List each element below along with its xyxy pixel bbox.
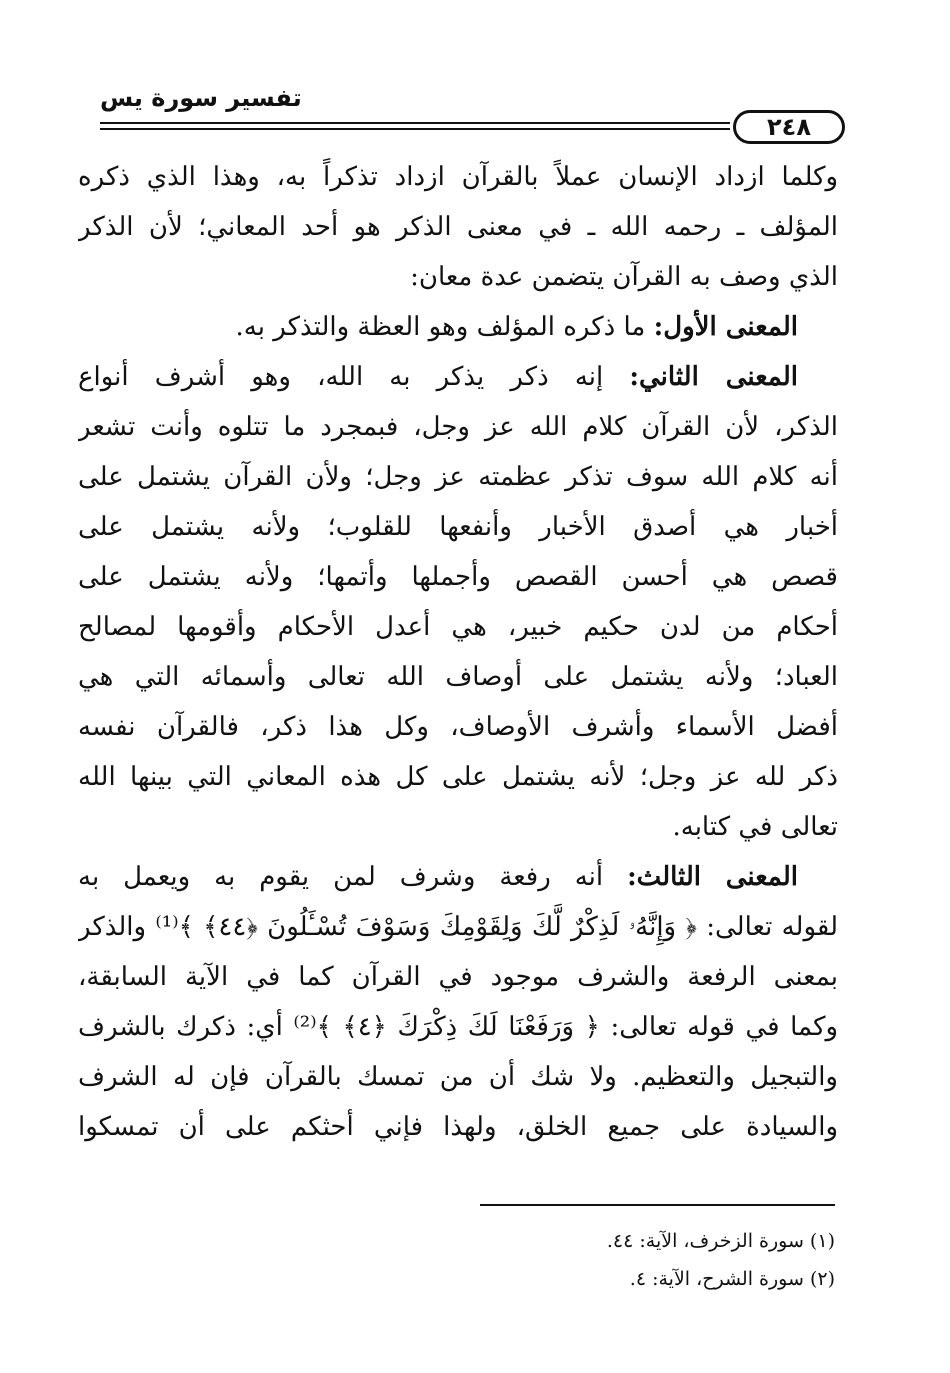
header-rule bbox=[100, 113, 845, 141]
meaning-heading: المعنى الأول: bbox=[653, 312, 798, 342]
meaning-heading: المعنى الثاني: bbox=[629, 362, 798, 392]
meaning-heading: المعنى الثالث: bbox=[627, 862, 798, 892]
text-line: العباد؛ ولأنه يشتمل على أوصاف الله تعالى وأسمائه التي هي bbox=[78, 662, 838, 692]
text-line: المعنى الأول: ما ذكره المؤلف وهو العظة والتذكر به. bbox=[235, 312, 798, 342]
header-rule-bottom bbox=[100, 128, 730, 130]
text-line: الذكر، لأن القرآن كلام الله عز وجل، فبمجرد ما تتلوه وأنت تشعر bbox=[78, 412, 838, 442]
footnote-separator bbox=[480, 1204, 835, 1206]
text-line: المعنى الثاني: إنه ذكر يذكر به الله، وهو أشرف أنواع bbox=[78, 362, 798, 392]
book-title: تفسير سورة يس bbox=[100, 84, 302, 112]
text-line: بمعنى الرفعة والشرف موجود في القرآن كما في الآية السابقة، bbox=[78, 962, 838, 992]
body-text bbox=[78, 152, 838, 1152]
text-line: وكلما ازداد الإنسان عملاً بالقرآن ازداد تذكراً به، وهذا الذي ذكره bbox=[78, 162, 838, 192]
text-line: أفضل الأسماء وأشرف الأوصاف، وكل هذا ذكر، فالقرآن نفسه bbox=[78, 712, 838, 742]
footnotes bbox=[480, 1222, 835, 1298]
text-line: تعالى في كتابه. bbox=[672, 812, 838, 842]
footnote-2: (٢) سورة الشرح، الآية: ٤. bbox=[629, 1268, 835, 1290]
text-line: أحكام من لدن حكيم خبير، هي أعدل الأحكام وأقومها لمصالح bbox=[78, 612, 838, 642]
text-line: أنه كلام الله سوف تذكر عظمته عز وجل؛ ولأن القرآن يشتمل على bbox=[78, 462, 838, 492]
text-line: قصص هي أحسن القصص وأجملها وأتمها؛ ولأنه يشتمل على bbox=[78, 562, 838, 592]
text-line: أخبار هي أصدق الأخبار وأنفعها للقلوب؛ ولأنه يشتمل على bbox=[78, 512, 838, 542]
quran-verse-line: لقوله تعالى: ﴿ وَإِنَّهُۥ لَذِكْرٌ لَّكَ وَلِقَوْمِكَ وَسَوْفَ تُسْـَٔلُونَ ﴿٤٤﴾ ﴾⁽¹⁾ والذكر bbox=[78, 912, 838, 942]
text-line: المؤلف ـ رحمه الله ـ في معنى الذكر هو أحد المعاني؛ لأن الذكر bbox=[78, 212, 838, 242]
text-line: المعنى الثالث: أنه رفعة وشرف لمن يقوم به ويعمل به bbox=[78, 862, 798, 892]
text-line: والسيادة على جميع الخلق، ولهذا فإني أحثكم على أن تمسكوا bbox=[78, 1112, 838, 1142]
text-line: ذكر لله عز وجل؛ لأنه يشتمل على كل هذه المعاني التي بينها الله bbox=[78, 762, 838, 792]
footnote-1: (١) سورة الزخرف، الآية: ٤٤. bbox=[606, 1230, 835, 1252]
header-rule-top bbox=[100, 122, 730, 124]
text-line: الذي وصف به القرآن يتضمن عدة معان: bbox=[410, 262, 838, 292]
text-line: والتبجيل والتعظيم. ولا شك أن من تمسك بالقرآن فإن له الشرف bbox=[78, 1062, 838, 1092]
page-number: ٢٤٨ bbox=[767, 113, 811, 141]
quran-verse-line: وكما في قوله تعالى: ﴿ وَرَفَعْنَا لَكَ ذِكْرَكَ ﴿٤﴾ ﴾⁽²⁾ أي: ذكرك بالشرف bbox=[78, 1012, 838, 1042]
page-number-badge bbox=[733, 110, 845, 144]
